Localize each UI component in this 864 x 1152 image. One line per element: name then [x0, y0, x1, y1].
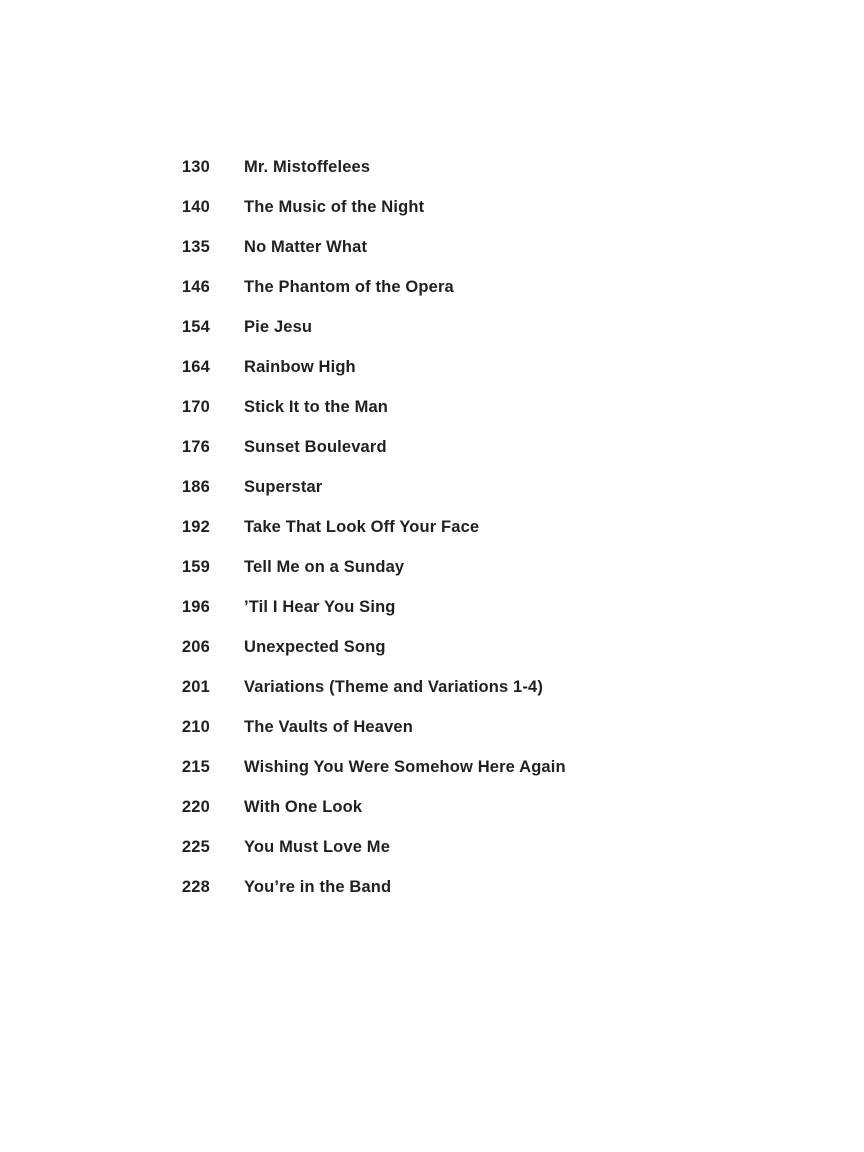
toc-entry-page-number: 210	[181, 718, 210, 736]
toc-entry-page-number: 140	[181, 198, 210, 216]
toc-entry-page-number: 159	[181, 558, 210, 576]
toc-entry[interactable]	[0, 558, 864, 598]
toc-entry-title: Variations (Theme and Variations 1-4)	[244, 678, 543, 696]
toc-entry-page-number: 186	[181, 478, 210, 496]
toc-entry[interactable]	[0, 838, 864, 878]
toc-entry-page-number: 196	[181, 598, 210, 616]
toc-entry-title: The Vaults of Heaven	[244, 718, 413, 736]
toc-entry-page-number: 176	[181, 438, 210, 456]
toc-entry-title: With One Look	[244, 798, 363, 816]
toc-entry[interactable]	[0, 638, 864, 678]
toc-entry[interactable]	[0, 718, 864, 758]
toc-entry[interactable]	[0, 318, 864, 358]
toc-entry-title: Unexpected Song	[244, 638, 386, 656]
toc-entry-page-number: 225	[181, 838, 210, 856]
toc-entry[interactable]	[0, 398, 864, 438]
toc-entry-title: You Must Love Me	[244, 838, 391, 856]
toc-entry-title: Wishing You Were Somehow Here Again	[244, 758, 566, 776]
toc-entry[interactable]	[0, 678, 864, 718]
toc-entry-page-number: 220	[181, 798, 210, 816]
toc-entry-title: Tell Me on a Sunday	[244, 558, 405, 576]
toc-entry-title: Take That Look Off Your Face	[244, 518, 480, 536]
toc-entry-page-number: 154	[181, 318, 210, 336]
toc-entry-title: The Phantom of the Opera	[244, 278, 454, 296]
toc-entry-page-number: 192	[181, 518, 210, 536]
toc-entry-page-number: 206	[181, 638, 210, 656]
toc-entry-title: Pie Jesu	[244, 318, 313, 336]
toc-entry-title: The Music of the Night	[244, 198, 425, 216]
toc-entry-title: ’Til I Hear You Sing	[244, 598, 396, 616]
table-of-contents-list	[0, 158, 864, 918]
toc-entry[interactable]	[0, 478, 864, 518]
toc-entry-page-number: 201	[181, 678, 210, 696]
toc-entry-title: No Matter What	[244, 238, 368, 256]
toc-entry[interactable]	[0, 158, 864, 198]
toc-entry[interactable]	[0, 878, 864, 918]
toc-entry[interactable]	[0, 438, 864, 478]
toc-entry[interactable]	[0, 758, 864, 798]
toc-entry[interactable]	[0, 358, 864, 398]
toc-entry-title: Superstar	[244, 478, 323, 496]
toc-entry-title: You’re in the Band	[244, 878, 392, 896]
toc-entry[interactable]	[0, 798, 864, 838]
toc-entry-title: Rainbow High	[244, 358, 356, 376]
toc-entry-title: Stick It to the Man	[244, 398, 389, 416]
toc-entry-page-number: 164	[181, 358, 210, 376]
toc-entry-page-number: 215	[181, 758, 210, 776]
toc-entry-page-number: 135	[181, 238, 210, 256]
toc-entry-title: Sunset Boulevard	[244, 438, 387, 456]
toc-entry[interactable]	[0, 278, 864, 318]
toc-entry-page-number: 146	[181, 278, 210, 296]
toc-entry-page-number: 228	[181, 878, 210, 896]
toc-entry-page-number: 130	[181, 158, 210, 176]
toc-entry[interactable]	[0, 198, 864, 238]
toc-entry[interactable]	[0, 518, 864, 558]
toc-entry-title: Mr. Mistoffelees	[244, 158, 371, 176]
toc-entry-page-number: 170	[181, 398, 210, 416]
toc-entry[interactable]	[0, 238, 864, 278]
toc-entry[interactable]	[0, 598, 864, 638]
